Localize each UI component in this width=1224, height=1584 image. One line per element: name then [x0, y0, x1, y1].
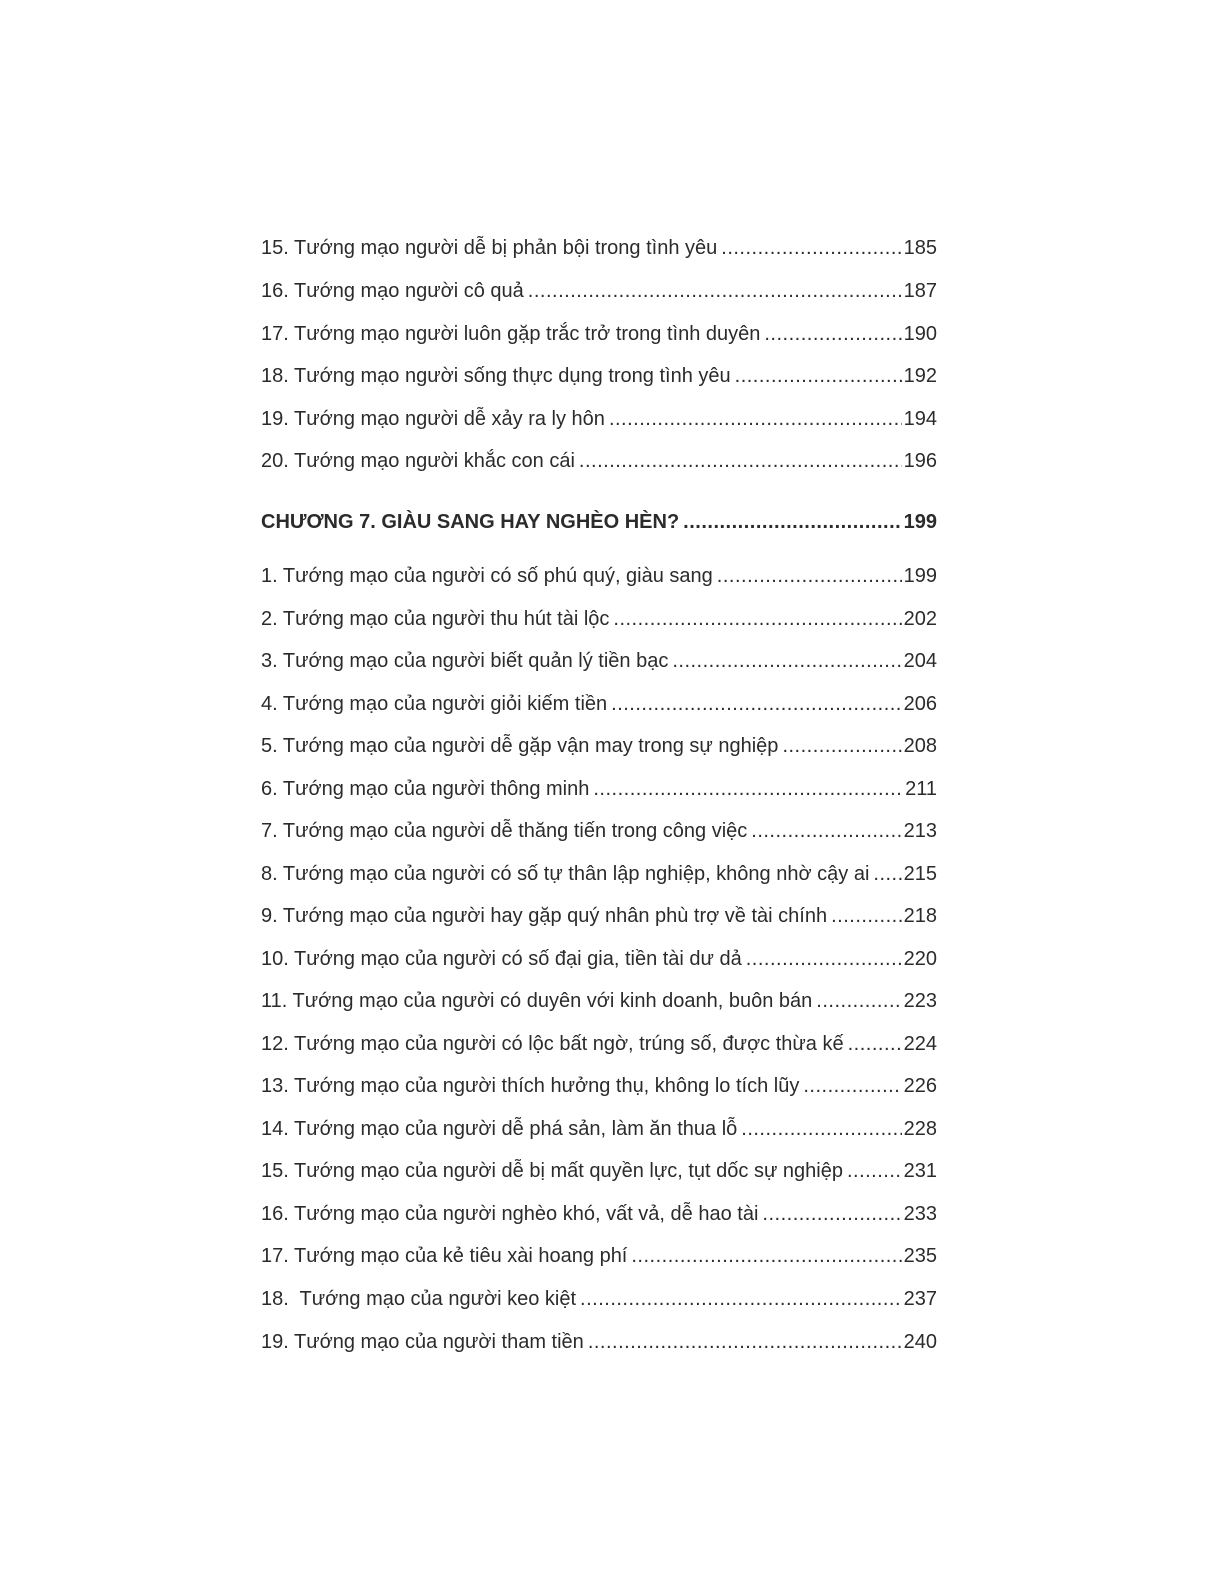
dot-leader: [847, 1157, 902, 1185]
toc-entry-page: 204: [903, 650, 937, 672]
toc-entry: [261, 817, 937, 845]
dot-leader: [631, 1242, 901, 1270]
toc-entry-title: 14. Tướng mạo của người dễ phá sản, làm ăn thua lỗ: [261, 1118, 738, 1140]
dot-leader: [717, 562, 902, 590]
toc-entry: [261, 987, 937, 1015]
toc-entry: [261, 362, 937, 390]
toc-entry-page: 215: [903, 863, 937, 885]
toc-entry: [261, 902, 937, 930]
toc-entry-page: 228: [903, 1118, 937, 1140]
toc-entry-page: 240: [903, 1331, 937, 1353]
chapter-heading: [261, 508, 937, 536]
toc-entry-title: 19. Tướng mạo của người tham tiền: [261, 1331, 584, 1353]
toc-entry-page: 233: [903, 1203, 937, 1225]
dot-leader: [848, 1030, 902, 1058]
toc-entry: [261, 1030, 937, 1058]
toc-entry-page: 226: [903, 1075, 937, 1097]
toc-entry-page: 223: [903, 990, 937, 1012]
toc-entry-page: 190: [903, 323, 937, 345]
toc-entry: [261, 690, 937, 718]
dot-leader: [764, 320, 901, 348]
toc-entry: [261, 647, 937, 675]
dot-leader: [735, 362, 902, 390]
toc-entry-page: 194: [903, 408, 937, 430]
toc-entry-title: 8. Tướng mạo của người có số tự thân lập nghiệp, không nhờ cậy ai: [261, 863, 870, 885]
chapter-heading-title: CHƯƠNG 7. GIÀU SANG HAY NGHÈO HÈN?: [261, 511, 680, 533]
chapter-heading-page: 199: [903, 511, 937, 533]
toc-entry: [261, 605, 937, 633]
toc-entry-page: 218: [903, 905, 937, 927]
toc-entry: [261, 562, 937, 590]
dot-leader: [588, 1328, 902, 1356]
dot-leader: [721, 234, 901, 262]
dot-leader: [751, 817, 901, 845]
dot-leader: [782, 732, 901, 760]
toc-entry-title: 11. Tướng mạo của người có duyên với kinh doanh, buôn bán: [261, 990, 813, 1012]
toc-entry-page: 220: [903, 948, 937, 970]
toc-entry: [261, 1328, 937, 1356]
toc-entry-page: 199: [903, 565, 937, 587]
toc-entry-title: 16. Tướng mạo người cô quả: [261, 280, 524, 302]
toc-entry-title: 17. Tướng mạo người luôn gặp trắc trở trong tình duyên: [261, 323, 761, 345]
toc-entry-page: 187: [903, 280, 937, 302]
toc-entry-title: 12. Tướng mạo của người có lộc bất ngờ, trúng số, được thừa kế: [261, 1033, 844, 1055]
toc-entry-page: 224: [903, 1033, 937, 1055]
toc-entry: [261, 945, 937, 973]
dot-leader: [762, 1200, 901, 1228]
toc-entry: [261, 405, 937, 433]
toc-entry: [261, 1115, 937, 1143]
toc-entry-title: 4. Tướng mạo của người giỏi kiếm tiền: [261, 693, 608, 715]
toc-entry-title: 2. Tướng mạo của người thu hút tài lộc: [261, 608, 610, 630]
toc-entry-title: 6. Tướng mạo của người thông minh: [261, 778, 590, 800]
dot-leader: [683, 508, 901, 536]
toc-entry-title: 18. Tướng mạo của người keo kiệt: [261, 1288, 577, 1310]
toc-entry-title: 10. Tướng mạo của người có số đại gia, tiền tài dư dả: [261, 948, 742, 970]
dot-leader: [741, 1115, 901, 1143]
toc-entry: [261, 1157, 937, 1185]
toc-entry-page: 202: [903, 608, 937, 630]
toc-entry-title: 5. Tướng mạo của người dễ gặp vận may trong sự nghiệp: [261, 735, 779, 757]
toc-entry-title: 9. Tướng mạo của người hay gặp quý nhân phù trợ về tài chính: [261, 905, 828, 927]
toc-entry-title: 7. Tướng mạo của người dễ thăng tiến trong công việc: [261, 820, 748, 842]
dot-leader: [831, 902, 902, 930]
dot-leader: [746, 945, 902, 973]
toc-entry-page: 237: [903, 1288, 937, 1310]
toc-entry: [261, 320, 937, 348]
toc-entry-title: 16. Tướng mạo của người nghèo khó, vất vả, dễ hao tài: [261, 1203, 759, 1225]
toc-entry-title: 15. Tướng mạo người dễ bị phản bội trong tình yêu: [261, 237, 718, 259]
toc-entry: [261, 277, 937, 305]
toc-entry-title: 1. Tướng mạo của người có số phú quý, giàu sang: [261, 565, 713, 587]
dot-leader: [803, 1072, 901, 1100]
toc-entry-title: 13. Tướng mạo của người thích hưởng thụ, không lo tích lũy: [261, 1075, 800, 1097]
toc-entry-page: 192: [903, 365, 937, 387]
toc-entry-title: 15. Tướng mạo của người dễ bị mất quyền lực, tụt dốc sự nghiệp: [261, 1160, 843, 1182]
dot-leader: [613, 605, 901, 633]
toc-entry-title: 3. Tướng mạo của người biết quản lý tiền bạc: [261, 650, 669, 672]
dot-leader: [609, 405, 902, 433]
dot-leader: [672, 647, 901, 675]
dot-leader: [611, 690, 901, 718]
toc-entry: [261, 1285, 937, 1313]
toc-entry-title: 17. Tướng mạo của kẻ tiêu xài hoang phí: [261, 1245, 628, 1267]
toc-entry: [261, 1242, 937, 1270]
dot-leader: [579, 447, 902, 475]
dot-leader: [593, 775, 903, 803]
toc-entry-page: 213: [903, 820, 937, 842]
toc-entry: [261, 732, 937, 760]
toc-entry-page: 185: [903, 237, 937, 259]
toc-entry: [261, 1072, 937, 1100]
toc-entry-page: 211: [905, 778, 937, 800]
toc-entry: [261, 860, 937, 888]
toc-entry: [261, 1200, 937, 1228]
toc-entry-page: 196: [903, 450, 937, 472]
toc-entry-title: 20. Tướng mạo người khắc con cái: [261, 450, 575, 472]
toc-entry: [261, 234, 937, 262]
dot-leader: [873, 860, 901, 888]
dot-leader: [816, 987, 901, 1015]
toc-entry-page: 235: [903, 1245, 937, 1267]
toc-entry-page: 231: [903, 1160, 937, 1182]
dot-leader: [528, 277, 902, 305]
toc-entry-title: 18. Tướng mạo người sống thực dụng trong tình yêu: [261, 365, 731, 387]
toc-entry-page: 208: [903, 735, 937, 757]
toc-entry-page: 206: [903, 693, 937, 715]
toc-entry: [261, 447, 937, 475]
dot-leader: [580, 1285, 902, 1313]
toc-entry: [261, 775, 937, 803]
toc-entry-title: 19. Tướng mạo người dễ xảy ra ly hôn: [261, 408, 605, 430]
